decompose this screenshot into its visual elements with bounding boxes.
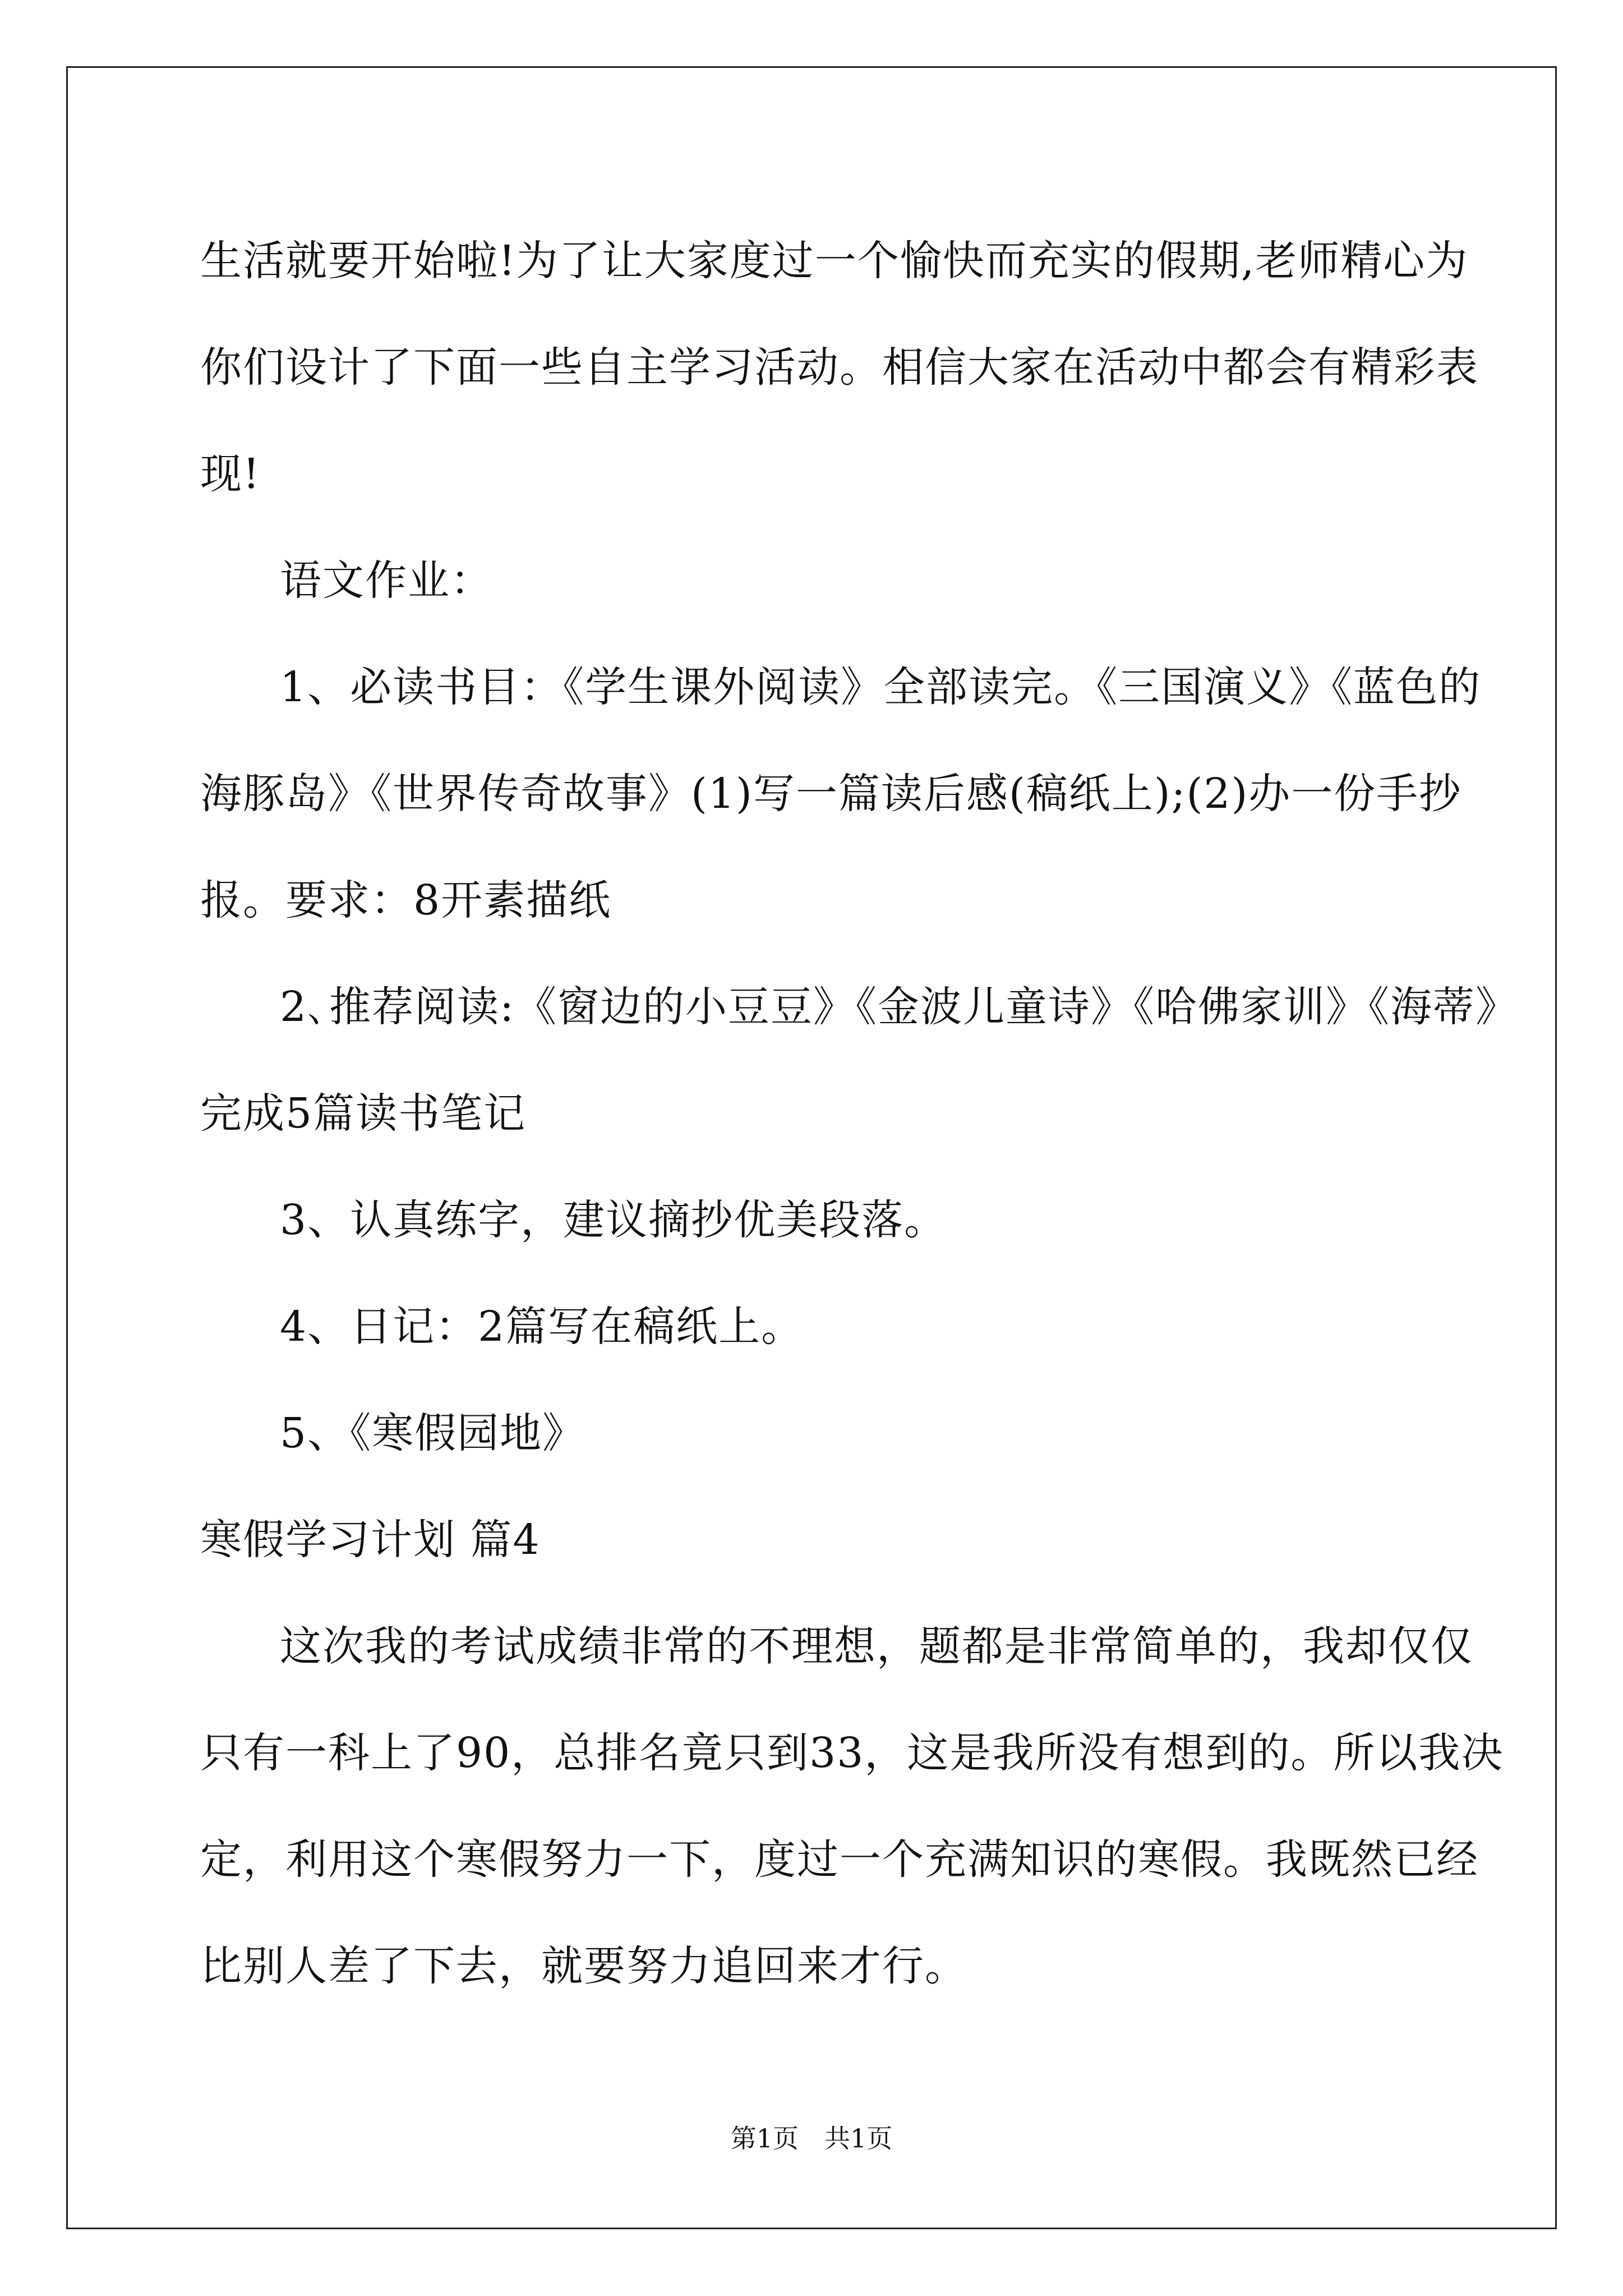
paragraph-2-line-4: 比别人差了下去，就要努力追回来才行。 [200,1942,967,1990]
paragraph-2-line-3: 定，利用这个寒假努力一下，度过一个充满知识的寒假。我既然已经 [200,1835,1479,1884]
page-footer: 第1页 共1页 [730,2123,893,2154]
list-item-1-line-1: 1、必读书目：《学生课外阅读》全部读完。《三国演义》《蓝色的 [280,663,1482,711]
paragraph-2-line-1: 这次我的考试成绩非常的不理想，题都是非常简单的，我却仅仅 [280,1622,1473,1671]
section-heading-chinese-homework: 语文作业： [280,556,493,605]
list-item-2-line-1: 2､推荐阅读:《窗边的小豆豆》《金波儿童诗》《哈佛家训》《海蒂》 [280,983,1519,1031]
document-body [200,208,1519,2019]
paragraph-2-line-2: 只有一科上了90，总排名竟只到33，这是我所没有想到的。所以我决 [200,1729,1504,1777]
list-item-1-line-2: 海豚岛》《世界传奇故事》(1)写一篇读后感(稿纸上);(2)办一份手抄 [200,770,1462,818]
paragraph-line-1: 生活就要开始啦!为了让大家度过一个愉快而充实的假期,老师精心为 [200,237,1469,285]
list-item-5: 5、《寒假园地》 [280,1409,585,1457]
paragraph-line-2: 你们设计了下面一些自主学习活动。相信大家在活动中都会有精彩表 [200,343,1479,392]
list-item-1-line-3: 报。要求：8开素描纸 [200,876,612,924]
list-item-2-line-2: 完成5篇读书笔记 [200,1089,527,1138]
paragraph-line-3: 现! [200,450,261,498]
list-item-4: 4、日记：2篇写在稿纸上。 [280,1303,804,1351]
list-item-3: 3、认真练字，建议摘抄优美段落。 [280,1196,947,1244]
section-title-plan-4: 寒假学习计划 篇4 [200,1516,541,1564]
